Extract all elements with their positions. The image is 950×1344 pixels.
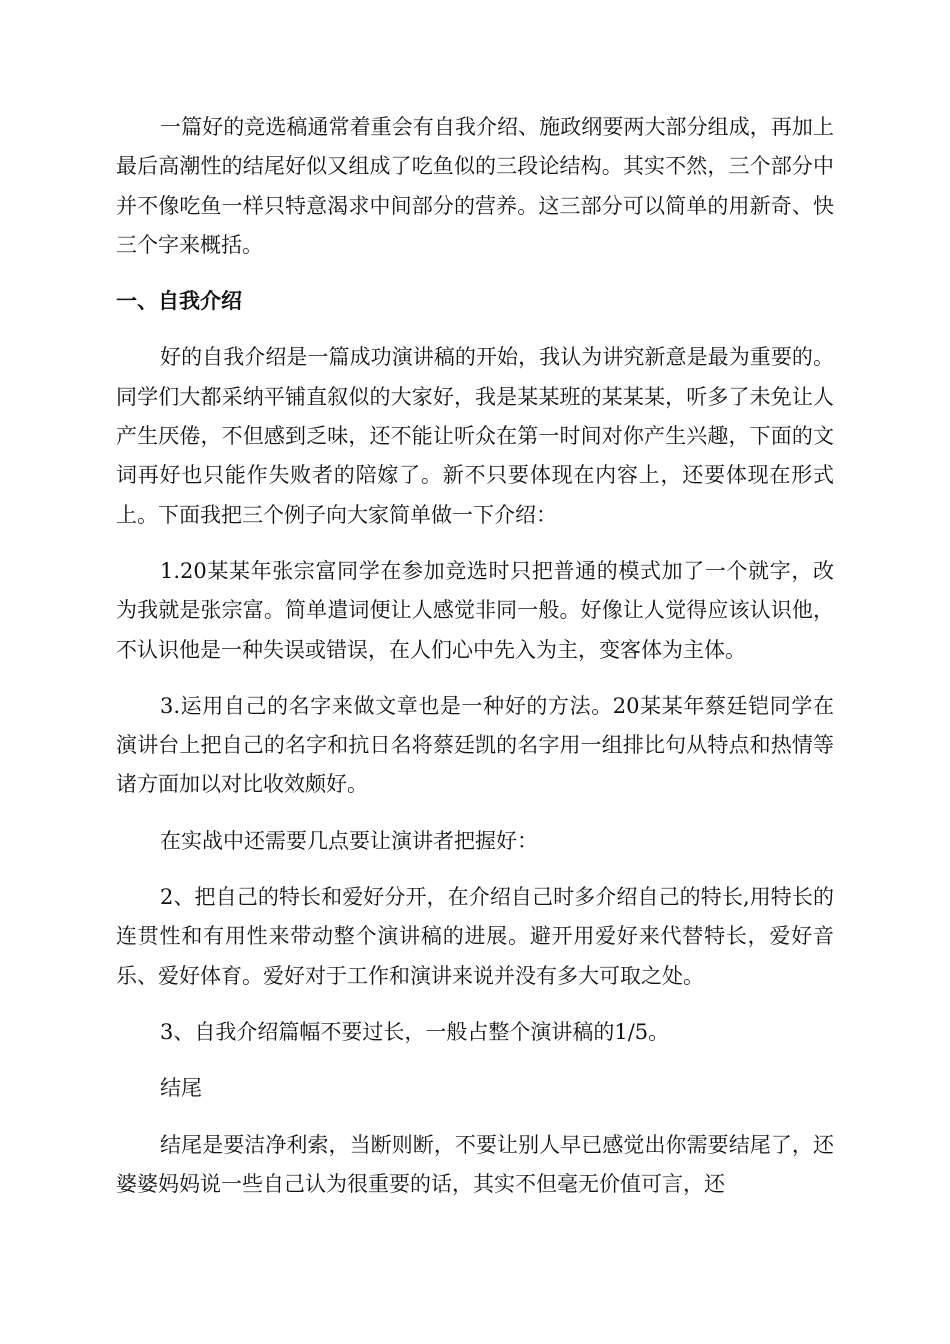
ending-heading: 结尾 — [160, 1076, 202, 1101]
ending-paragraph: 结尾是要洁净利索，当断则断，不要让别人早已感觉出你需要结尾了，还婆婆妈妈说一些自己认为很重要的话，其实不但毫无价值可言，还 — [116, 1132, 834, 1196]
point-3-paragraph: 3、自我介绍篇幅不要过长，一般占整个演讲稿的1/5。 — [160, 1019, 670, 1044]
section-heading-self-intro: 一、自我介绍 — [116, 289, 242, 314]
example-1-paragraph: 1.20某某年张宗富同学在参加竞选时只把普通的模式加了一个就字，改为我就是张宗富。简单遣词便让人感觉非同一般。好像让人觉得应该认识他，不认识他是一种失误或错误，在人们心中先入为主，变客体为主体。 — [116, 558, 834, 662]
practice-intro-paragraph: 在实战中还需要几点要让演讲者把握好： — [160, 828, 538, 853]
example-3-paragraph: 3.运用自己的名字来做文章也是一种好的方法。20某某年蔡廷铠同学在演讲台上把自己的名字和抗日名将蔡廷凯的名字用一组排比句从特点和热情等诸方面加以对比收效颇好。 — [116, 693, 834, 797]
point-2-paragraph: 2、把自己的特长和爱好分开，在介绍自己时多介绍自己的特长,用特长的连贯性和有用性来带动整个演讲稿的进展。避开用爱好来代替特长，爱好音乐、爱好体育。爱好对于工作和演讲来说并没有多大可取之处。 — [116, 885, 834, 988]
intro-paragraph: 一篇好的竞选稿通常着重会有自我介绍、施政纲要两大部分组成，再加上最后高潮性的结尾好似又组成了吃鱼似的三段论结构。其实不然，三个部分中并不像吃鱼一样只特意渴求中间部分的营养。这三部分可以简单的用新奇、快三个字来概括。 — [116, 115, 834, 257]
document-page — [116, 108, 834, 1204]
self-intro-paragraph: 好的自我介绍是一篇成功演讲稿的开始，我认为讲究新意是最为重要的。同学们大都采纳平铺直叙似的大家好，我是某某班的某某某，听多了未免让人产生厌倦，不但感到乏味，还不能让听众在第一时间对你产生兴趣，下面的文词再好也只能作失败者的陪嫁了。新不只要体现在内容上，还要体现在形式上。下面我把三个例子向大家简单做一下介绍： — [116, 345, 834, 527]
